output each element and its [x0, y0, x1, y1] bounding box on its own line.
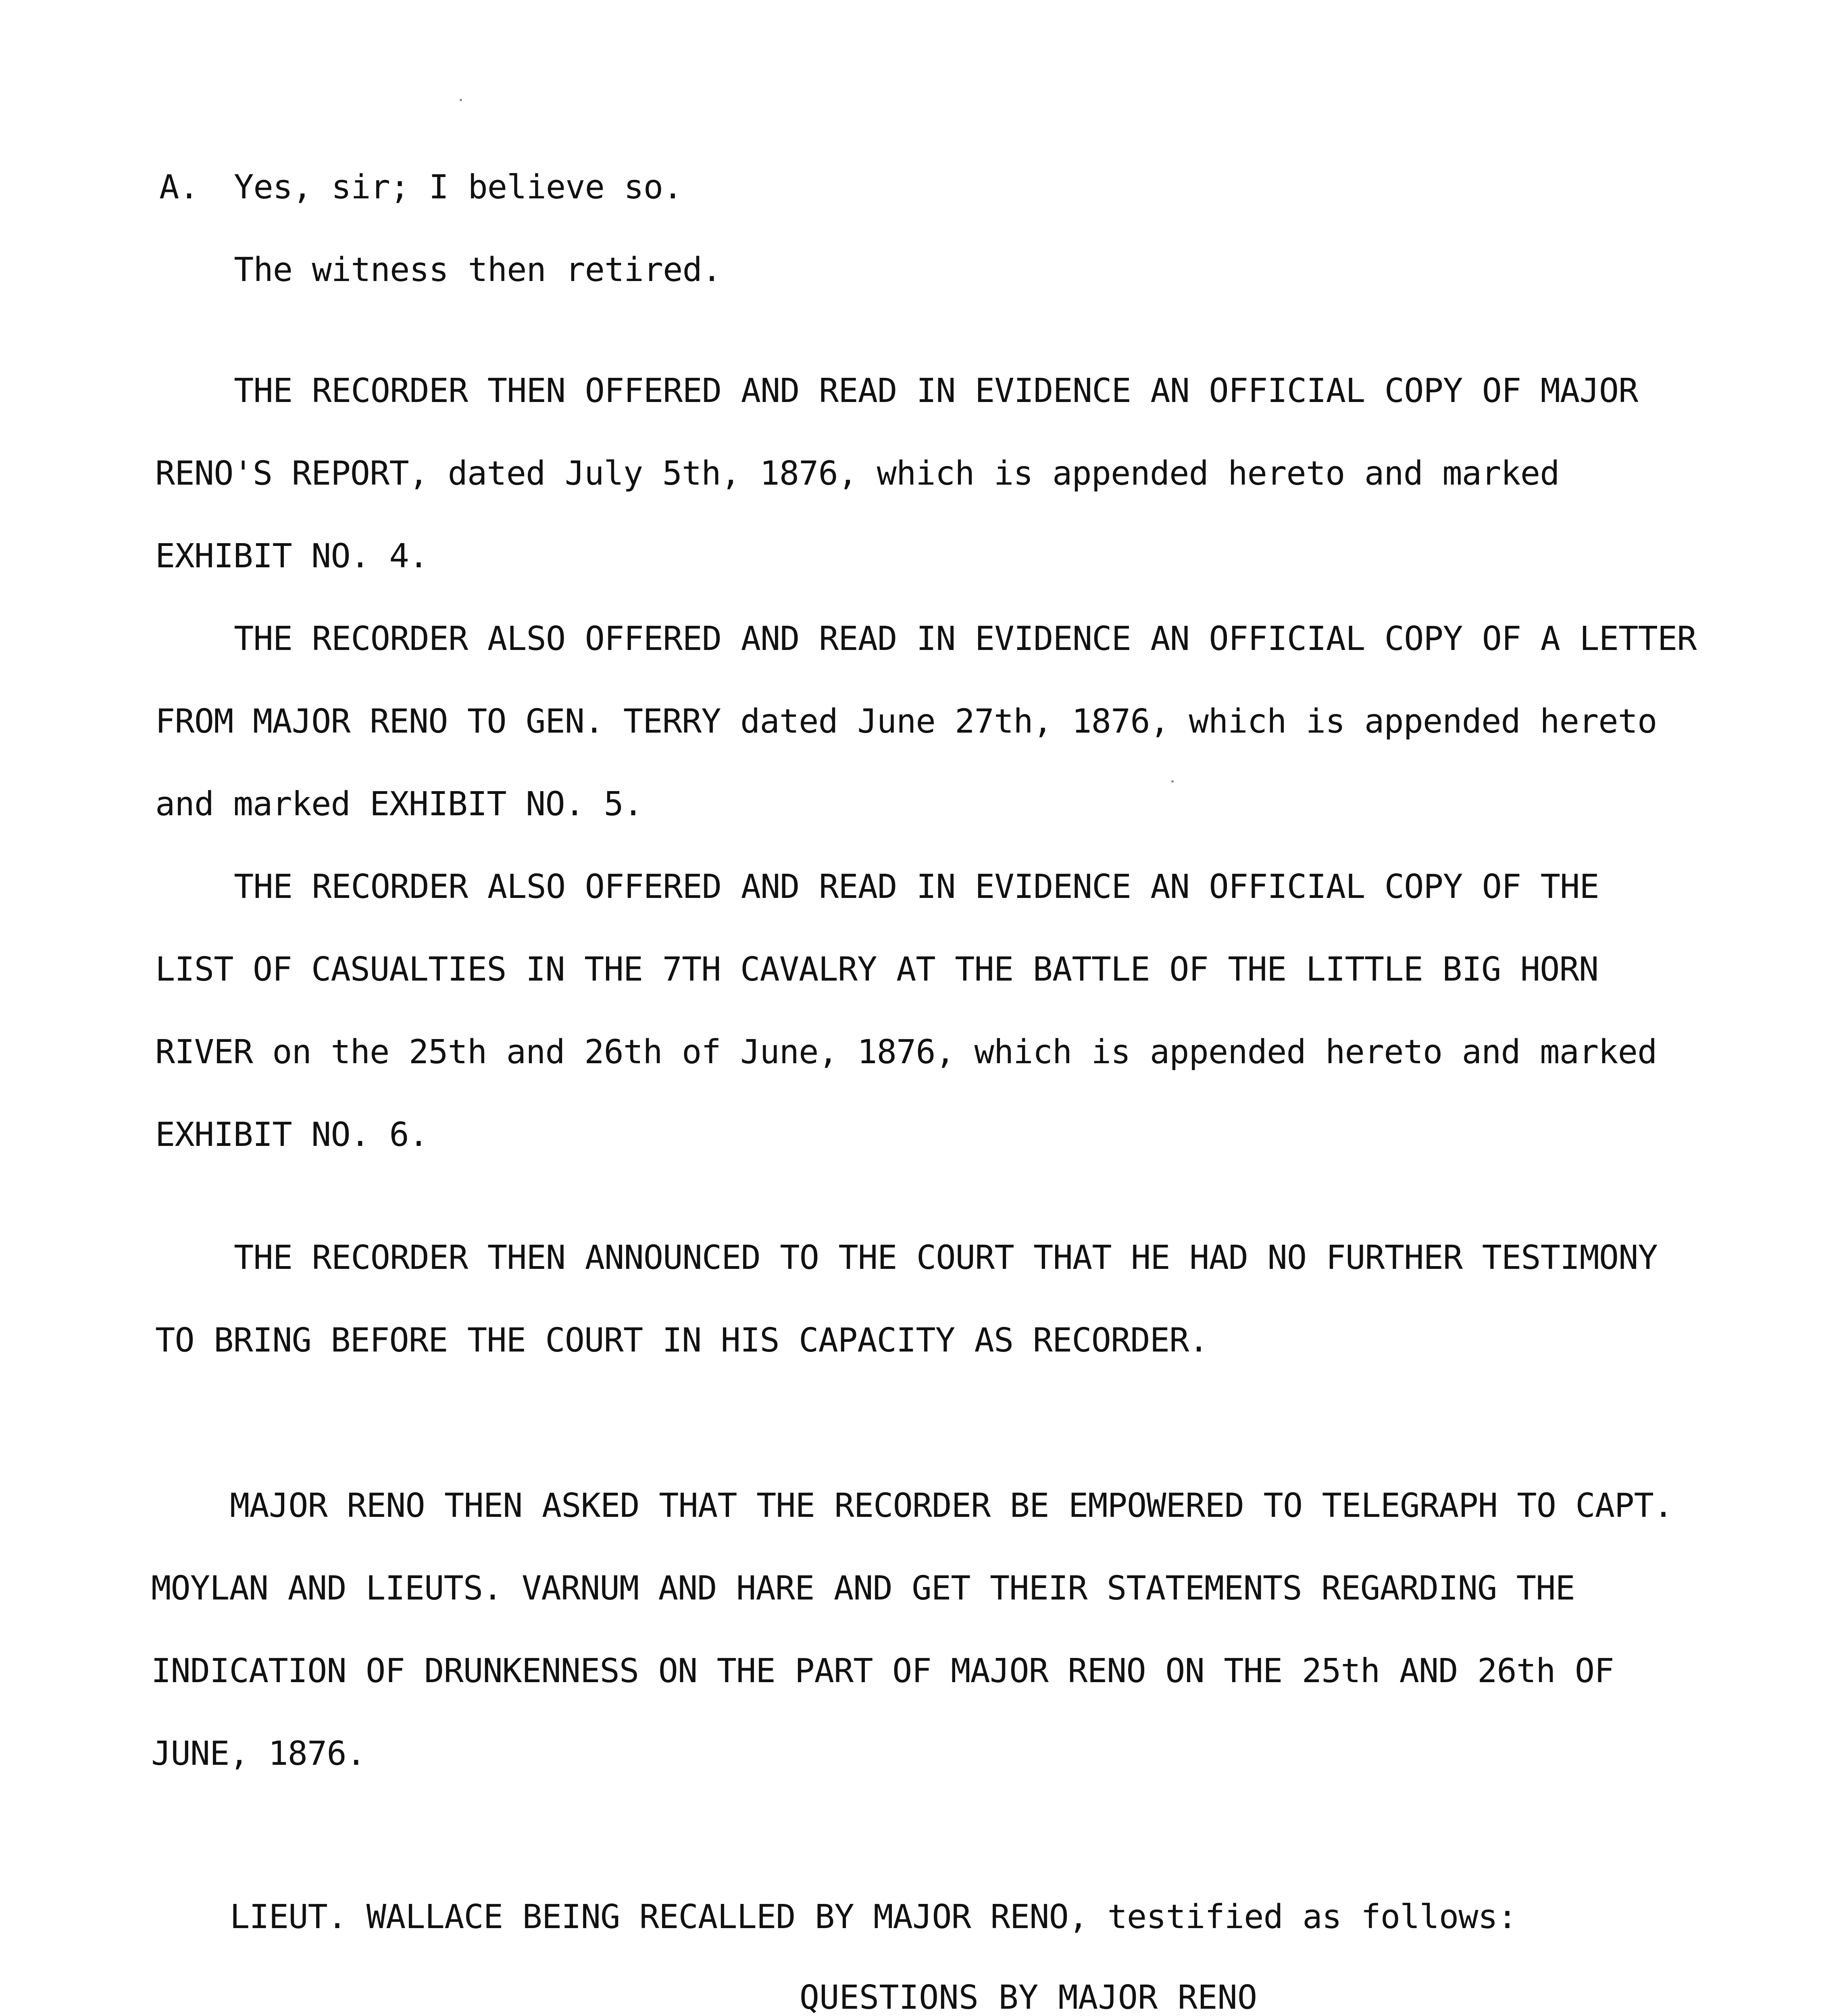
paragraph-line: MAJOR RENO THEN ASKED THAT THE RECORDER BE EMPOWERED TO TELEGRAPH TO CAPT.: [230, 1487, 1673, 1525]
scan-speck: [460, 99, 462, 101]
paragraph-line: THE RECORDER THEN ANNOUNCED TO THE COURT THAT HE HAD NO FURTHER TESTIMONY: [234, 1239, 1658, 1277]
paragraph-line: JUNE, 1876.: [151, 1735, 366, 1773]
paragraph-line: RENO'S REPORT, dated July 5th, 1876, which is appended hereto and marked: [155, 454, 1560, 493]
opening-answer-label: A.: [159, 168, 199, 206]
witness-retired-note: The witness then retired.: [234, 251, 722, 289]
paragraph-line: LIEUT. WALLACE BEING RECALLED BY MAJOR RENO, testified as follows:: [230, 1898, 1517, 1936]
paragraph-line: THE RECORDER ALSO OFFERED AND READ IN EVIDENCE AN OFFICIAL COPY OF THE: [234, 868, 1599, 906]
paragraph-line: MOYLAN AND LIEUTS. VARNUM AND HARE AND GET THEIR STATEMENTS REGARDING THE: [151, 1569, 1575, 1608]
paragraph-line: INDICATION OF DRUNKENNESS ON THE PART OF MAJOR RENO ON THE 25th AND 26th OF: [151, 1652, 1614, 1690]
paragraph-line: TO BRING BEFORE THE COURT IN HIS CAPACITY AS RECORDER.: [155, 1321, 1208, 1360]
opening-answer-text: Yes, sir; I believe so.: [234, 168, 683, 206]
scan-speck: [1171, 780, 1174, 783]
paragraph-line: THE RECORDER ALSO OFFERED AND READ IN EVIDENCE AN OFFICIAL COPY OF A LETTER: [234, 620, 1697, 658]
paragraph-line: EXHIBIT NO. 6.: [155, 1116, 429, 1154]
section-heading: QUESTIONS BY MAJOR RENO: [799, 1979, 1258, 2016]
paragraph-line: THE RECORDER THEN OFFERED AND READ IN EVIDENCE AN OFFICIAL COPY OF MAJOR: [234, 372, 1638, 410]
paragraph-line: FROM MAJOR RENO TO GEN. TERRY dated June 27th, 1876, which is appended hereto: [155, 702, 1657, 741]
paragraph-line: LIST OF CASUALTIES IN THE 7TH CAVALRY AT THE BATTLE OF THE LITTLE BIG HORN: [155, 950, 1599, 989]
paragraph-line: EXHIBIT NO. 4.: [155, 537, 429, 575]
paragraph-line: and marked EXHIBIT NO. 5.: [155, 785, 643, 823]
paragraph-line: RIVER on the 25th and 26th of June, 1876, which is appended hereto and marked: [155, 1033, 1657, 1071]
